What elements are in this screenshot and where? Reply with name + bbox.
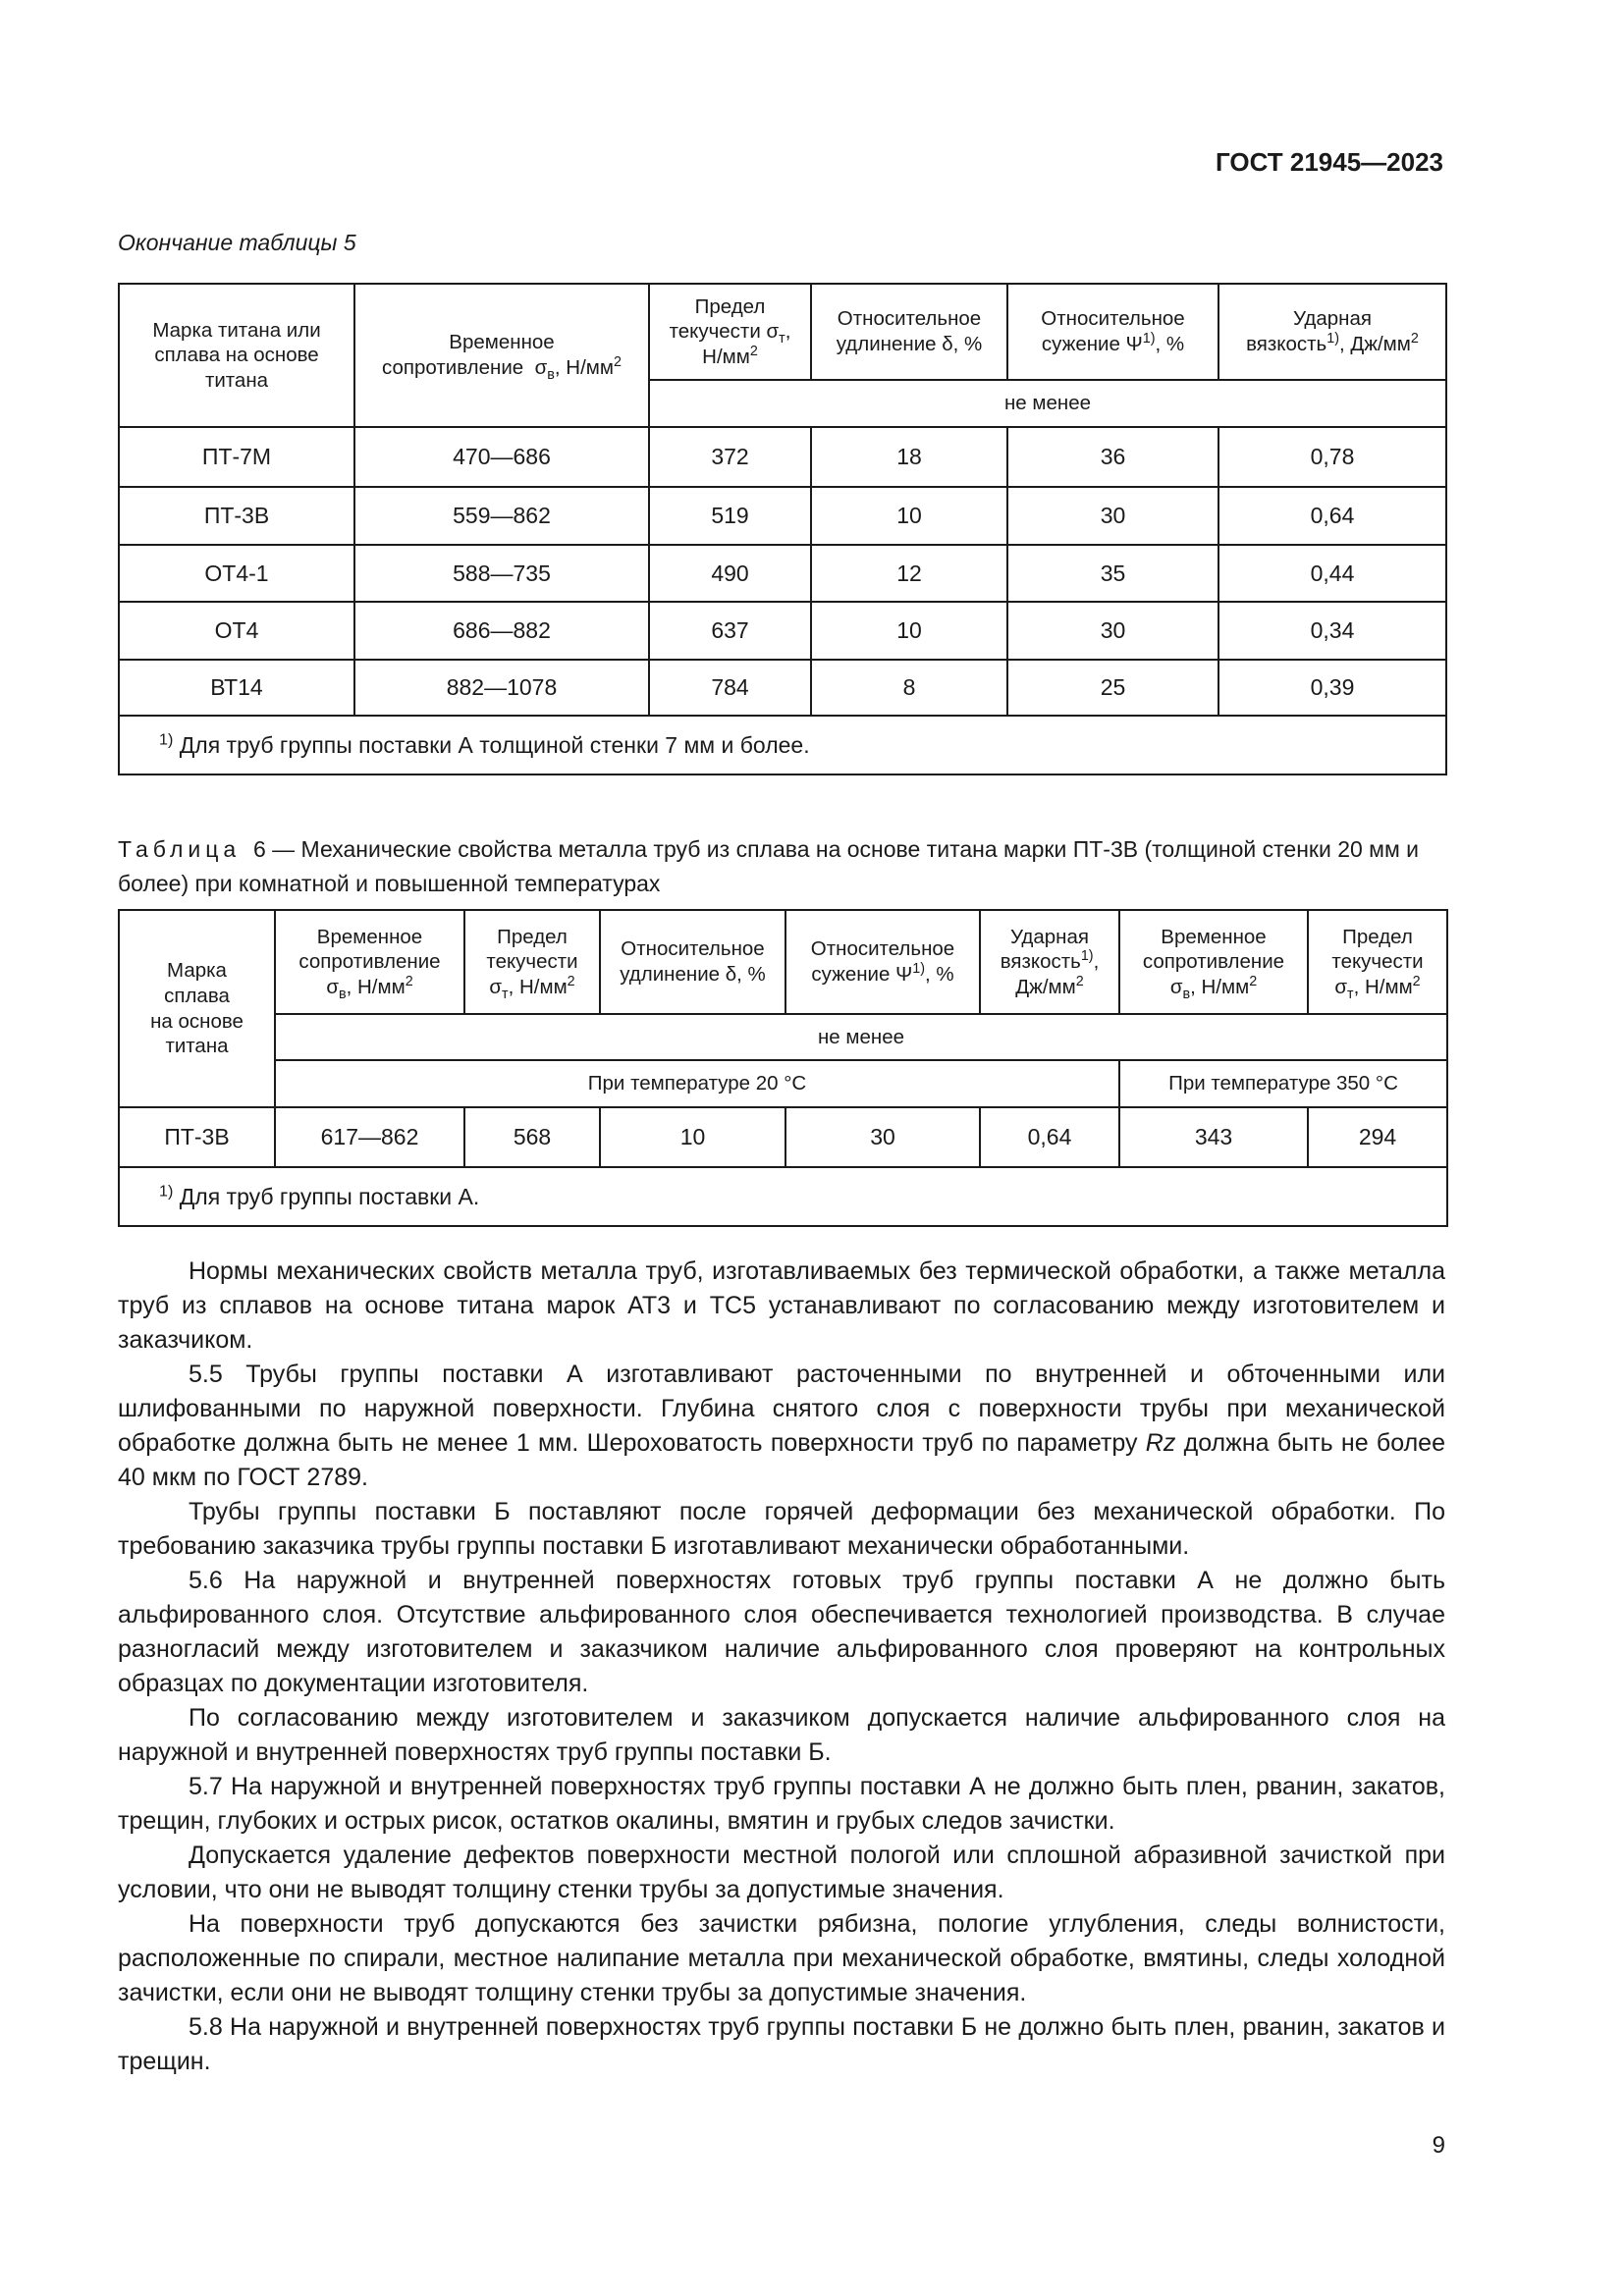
t6-cell: 568	[464, 1107, 600, 1167]
t6-header-not-less: не менее	[275, 1014, 1447, 1060]
t5-cell: 588—735	[354, 545, 649, 602]
t6-header-grade: Марка сплава на основе титана	[119, 910, 275, 1107]
paragraph: На поверхности труб допускаются без зачистки рябизна, пологие углубления, следы волнистости, расположенные по спирали, местное налипание металла при механической обработке, вмятины, следы холодной зачистки, если они не выводят толщину стенки трубы за допустимые значения.	[118, 1910, 1445, 2006]
t5-cell: 0,34	[1218, 602, 1446, 660]
t6-cell: 0,64	[980, 1107, 1119, 1167]
table6	[118, 909, 1448, 1227]
t5-cell: 10	[811, 487, 1007, 545]
table-row	[119, 427, 1446, 487]
t5-cell: 0,64	[1218, 487, 1446, 545]
t6-header-impact: Ударная вязкость$^{1)}$, $Дж/мм^2$	[980, 910, 1119, 1014]
paragraph: Нормы механических свойств металла труб, изготавливаемых без термической обработки, а также металла труб из сплавов на основе титана марок АТ3 и ТС5 устанавливают по согласованию между изготовителем и заказчиком.	[118, 1257, 1445, 1354]
t5-cell: 8	[811, 660, 1007, 716]
t5-cell: 30	[1007, 602, 1218, 660]
document-code: ГОСТ 21945—2023	[1216, 147, 1443, 177]
table-row	[119, 1107, 1447, 1167]
t5-cell: 470—686	[354, 427, 649, 487]
t5-cell: 25	[1007, 660, 1218, 716]
paragraph-5-8: 5.8 На наружной и внутренней поверхностях труб группы поставки Б не должно быть плен, рванин, закатов и трещин.	[118, 2013, 1445, 2075]
t5-cell: 0,39	[1218, 660, 1446, 716]
t5-cell: ОТ4	[119, 602, 354, 660]
t5-cell: 0,78	[1218, 427, 1446, 487]
t6-header-temp-20: При температуре 20 °С	[275, 1060, 1119, 1107]
paragraph-5-7: 5.7 На наружной и внутренней поверхностях труб группы поставки А не должно быть плен, рванин, закатов, трещин, глубоких и острых рисок, остатков окалины, вмятин и грубых следов зачистки.	[118, 1773, 1445, 1835]
t5-cell: ОТ4-1	[119, 545, 354, 602]
paragraph-5-6: 5.6 На наружной и внутренней поверхностях готовых труб группы поставки А не должно быть альфированного слоя. Отсутствие альфированного слоя обеспечивается технологией производства. В случае разногласий между изготовителем и заказчиком наличие альфированного слоя проверяют на контрольных образцах по документации изготовителя.	[118, 1567, 1445, 1697]
t5-header-yield: Предел текучести $\sigma_т$, $Н/мм^2$	[649, 284, 811, 380]
t5-header-not-less: не менее	[649, 380, 1446, 427]
t5-cell: 0,44	[1218, 545, 1446, 602]
t5-cell: 784	[649, 660, 811, 716]
paragraph-5-5: 5.5 Трубы группы поставки А изготавливают расточенными по внутренней и обточенными или шлифованными по наружной поверхности. Глубина снятого слоя с поверхности трубы при механической обработке должна быть не менее 1 мм. Шероховатость поверхности труб по параметру Rz должна быть не более 40 мкм по ГОСТ 2789.	[118, 1361, 1445, 1491]
t6-footnote: $^{1)}$ Для труб группы поставки А.	[119, 1167, 1447, 1226]
table5	[118, 283, 1447, 775]
t5-cell: 686—882	[354, 602, 649, 660]
t6-cell: 343	[1119, 1107, 1308, 1167]
t6-cell: 30	[785, 1107, 980, 1167]
t5-cell: ПТ-7М	[119, 427, 354, 487]
t6-header-elongation: Относительное удлинение δ, %	[600, 910, 785, 1014]
table-row	[119, 660, 1446, 716]
t5-header-contraction: Относительное сужение $\Psi^{1)}$, %	[1007, 284, 1218, 380]
t5-cell: 637	[649, 602, 811, 660]
body-text	[118, 1255, 1445, 2079]
t6-header-tensile: Временное сопротивление $\sigma_в$, $Н/мм^2$	[275, 910, 464, 1014]
t6-header-yield-350: Предел текучести $\sigma_т$, $Н/мм^2$	[1308, 910, 1447, 1014]
t6-header-tensile-350: Временное сопротивление $\sigma_в$, $Н/мм^2$	[1119, 910, 1308, 1014]
t5-cell: 882—1078	[354, 660, 649, 716]
t5-header-impact: Ударная вязкость$^{1)}$, $Дж/мм^2$	[1218, 284, 1446, 380]
t5-cell: 12	[811, 545, 1007, 602]
t5-cell: 519	[649, 487, 811, 545]
t6-cell: 294	[1308, 1107, 1447, 1167]
t5-cell: 559—862	[354, 487, 649, 545]
paragraph: Трубы группы поставки Б поставляют после горячей деформации без механической обработки. По требованию заказчика трубы группы поставки Б изготавливают механически обработанными.	[118, 1498, 1445, 1560]
paragraph: Допускается удаление дефектов поверхности местной пологой или сплошной абразивной зачисткой при условии, что они не выводят толщину стенки трубы за допустимые значения.	[118, 1842, 1445, 1903]
t5-cell: 35	[1007, 545, 1218, 602]
t5-cell: ПТ-3В	[119, 487, 354, 545]
t5-cell: 36	[1007, 427, 1218, 487]
t5-header-tensile: Временное сопротивление $\sigma_в$, $Н/мм^2$	[354, 284, 649, 427]
t5-cell: 10	[811, 602, 1007, 660]
t6-header-contraction: Относительное сужение $\Psi^{1)}$, %	[785, 910, 980, 1014]
t6-cell: 10	[600, 1107, 785, 1167]
t5-cell: ВТ14	[119, 660, 354, 716]
t6-header-yield: Предел текучести $\sigma_т$, $Н/мм^2$	[464, 910, 600, 1014]
t5-cell: 372	[649, 427, 811, 487]
t5-cell: 18	[811, 427, 1007, 487]
table-row	[119, 545, 1446, 602]
t5-header-grade: Марка титана или сплава на основе титана	[119, 284, 354, 427]
page-number: 9	[1432, 2132, 1445, 2159]
t5-header-elongation: Относительное удлинение δ, %	[811, 284, 1007, 380]
paragraph: По согласованию между изготовителем и заказчиком допускается наличие альфированного слоя на наружной и внутренней поверхностях труб группы поставки Б.	[118, 1704, 1445, 1766]
table5-caption: Окончание таблицы 5	[118, 230, 356, 255]
table-row	[119, 487, 1446, 545]
table6-caption: Таблица 6 — Механические свойства металла труб из сплава на основе титана марки ПТ-3В (толщиной стенки 20 мм и более) при комнатной и повышенной температурах	[118, 836, 1420, 896]
t5-cell: 30	[1007, 487, 1218, 545]
t6-cell: ПТ-3В	[119, 1107, 275, 1167]
table-row	[119, 602, 1446, 660]
t6-header-temp-350: При температуре 350 °С	[1119, 1060, 1447, 1107]
t5-cell: 490	[649, 545, 811, 602]
t5-footnote: $^{1)}$ Для труб группы поставки А толщиной стенки 7 мм и более.	[119, 716, 1446, 774]
t6-cell: 617—862	[275, 1107, 464, 1167]
